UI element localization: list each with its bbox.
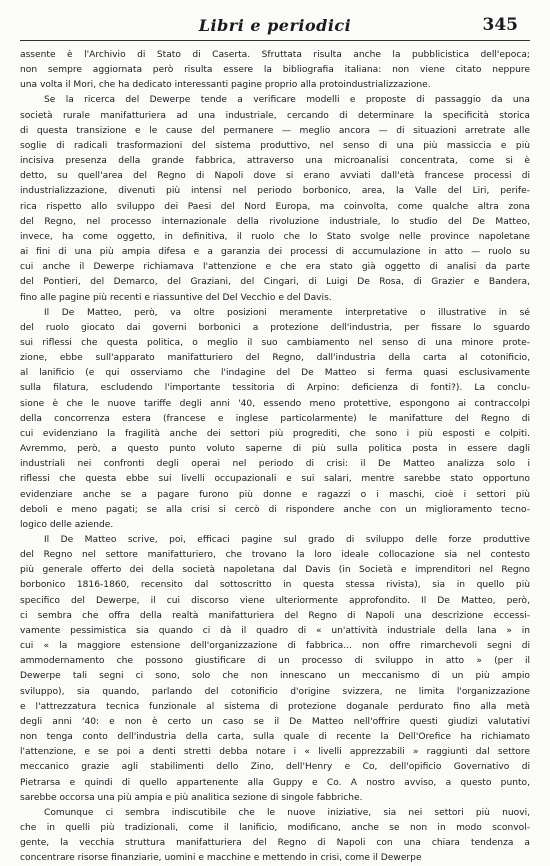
text-line: specifico del Dewerpe, il cui discorso viene ulteriormente approfondito. Il De Matteo, però, bbox=[20, 595, 530, 606]
paragraph bbox=[20, 533, 530, 806]
text-line: gente, la vecchia struttura manifatturiera del Regno di Napoli con una chiara tendenza a bbox=[20, 838, 530, 849]
text-line: concentrare risorse finanziarie, uomini e macchine e mettendo in crisi, come il Dewerpe bbox=[20, 853, 422, 864]
text-line: detto, su quell'area del Regno di Napoli dove si erano avviati dall'età francese processi di bbox=[20, 171, 530, 182]
text-line: società rurale manifatturiera ad una industriale, cercando di determinare la specificità storica bbox=[20, 110, 530, 121]
text-line: invece, ha come oggetto, in definitiva, il ruolo che lo Stato svolge nelle province napoletane bbox=[20, 231, 530, 242]
text-line: Dewerpe tali segni ci sono, solo che non innescano un meccanismo di un più ampio bbox=[20, 671, 530, 682]
text-line: meccanico grazie agli stabilimenti dello Zino, dell'Henry e Co, dell'opificio Governativo di bbox=[20, 762, 530, 773]
text-line: non tenga conto dell'industria della carta, sulla quale di recente la Dell'Orefice ha richiamato bbox=[20, 732, 530, 743]
text-line: industrializzazione, divenuti più intensi nel periodo borbonico, area, la Valle del Liri, perife- bbox=[20, 186, 530, 197]
text-line: della concorrenza estera (francese e inglese particolarmente) le manifatture del Regno di bbox=[20, 413, 530, 424]
text-line: Se la ricerca del Dewerpe tende a verificare modelli e proposte di passaggio da una bbox=[44, 95, 530, 106]
text-line: l'attenzione, e se poi a denti stretti debba notare i « livelli apprezzabili » raggiunti dal settore bbox=[20, 747, 530, 758]
text-line: deboli e meno pagati; se alla crisi si cercò di rispondere anche con un miglioramento tecno- bbox=[20, 504, 530, 515]
text-line: del Regno, nel processo internazionale della rivoluzione industriale, lo studio del De Matteo, bbox=[20, 216, 530, 227]
text-line: Pietrarsa e quindi di quello appartenente alla Guppy e Co. A nostro avviso, a questo punto, bbox=[20, 777, 530, 788]
page-header bbox=[20, 10, 530, 40]
text-line: sione è che le nuove tariffe degli anni '40, essendo meno protettive, espongono ai contraccolpi bbox=[20, 398, 530, 409]
text-line: più generale offerto dei della società napoletana dal Davis (in Società e imprenditori nel Regno bbox=[20, 565, 530, 576]
text-line: borbonico 1816-1860, recensito dal sottoscritto in questa stessa rivista), sia in quello più bbox=[20, 580, 530, 591]
text-line: al lanificio (e qui osserviamo che l'indagine del De Matteo si ferma quasi esclusivamente bbox=[20, 368, 530, 379]
text-line: del Regno nel settore manifatturiero, che trovano la loro ideale collocazione sia nel contesto bbox=[20, 550, 530, 561]
text-line: sulla filatura, escludendo l'importante tessitoria di Arpino: deficienza di fonti?). La conclu- bbox=[20, 383, 530, 394]
page-number: 345 bbox=[482, 15, 518, 35]
header-rule bbox=[20, 40, 530, 41]
text-line: rica rispetto allo sviluppo dei Paesi del Nord Europa, ma coinvolta, come qualche altra zona bbox=[20, 201, 530, 212]
text-line: e l'attrezzatura tecnica funzionale al sistema di protezione doganale perdurato fino alla metà bbox=[20, 701, 530, 712]
text-line: cui evidenziano la fragilità anche dei settori più progrediti, che sono i più esposti e colpiti. bbox=[20, 428, 530, 439]
text-line: Il De Matteo, però, va oltre posizioni meramente interpretative o illustrative in sé bbox=[44, 307, 530, 318]
text-line: Il De Matteo scrive, poi, efficaci pagine sul grado di sviluppo delle forze produttive bbox=[44, 535, 530, 545]
article-body bbox=[20, 48, 530, 866]
paragraph bbox=[20, 806, 530, 866]
text-line: industriali nei confronti degli operai nel periodo di crisi: il De Matteo analizza solo i bbox=[20, 459, 530, 470]
text-line: zione, ebbe sull'apparato manifatturiero del Regno, dall'industria della carta al cotonificio, bbox=[20, 353, 530, 364]
paragraph bbox=[20, 306, 530, 533]
text-line: riflessi che questa ebbe sui livelli occupazionali e sui salari, mentre sarebbe stato opportuno bbox=[20, 474, 530, 485]
text-line: che in quelli più tradizionali, come il lanificio, modificano, anche se non in modo sconvol- bbox=[20, 822, 530, 833]
text-line: assente è l'Archivio di Stato di Caserta. Sfruttata risulta anche la pubblicistica dell'epoca; bbox=[20, 50, 530, 60]
text-line: ci sembra che offra della realtà manifatturiera del Regno di Napoli una descrizione eccessi- bbox=[20, 610, 530, 621]
paragraph bbox=[20, 93, 530, 305]
text-line: degli anni '40: e non è certo un caso se il De Matteo nell'offrire questi giudizi valutativi bbox=[20, 716, 530, 727]
text-line: sui riflessi che questa politica, o meglio il suo cambiamento nel senso di una minore prote- bbox=[20, 337, 530, 348]
text-line: soglie di radicali trasformazioni del sistema produttivo, nel senso di una più massiccia e più bbox=[20, 140, 530, 151]
text-line: incisiva presenza della grande fabbrica, attraverso una microanalisi concentrata, come si è bbox=[20, 156, 530, 167]
running-title: Libri e periodici bbox=[198, 16, 352, 35]
text-line: vamente pessimistica sia quando ci dà il quadro di « un'attività industriale della lana » in bbox=[20, 625, 530, 636]
text-line: sarebbe occorsa una più ampia e più analitica sezione di singole fabbriche. bbox=[20, 792, 363, 803]
text-line: di questa transizione e le cause del permanere — meglio ancora — di situazioni arretrate alle bbox=[20, 125, 530, 136]
text-line: fino alle pagine più recenti e riassuntive del Del Vecchio e del Davis. bbox=[20, 292, 332, 303]
text-line: ammodernamento che possono giustificare di un processo di sviluppo in atto » (per il bbox=[20, 656, 530, 667]
text-line: logico delle aziende. bbox=[20, 519, 114, 530]
text-line: non sempre aggiornata però risulta essere la bibliografia italiana: non viene citato neppure bbox=[20, 65, 530, 76]
text-line: una volta il Mori, che ha dedicato interessanti pagine proprio alla protoindustrializzazione. bbox=[20, 80, 431, 91]
text-line: del ruolo giocato dai governi borbonici a protezione dell'industria, per fissare lo sguardo bbox=[20, 322, 530, 333]
text-line: evidenziare anche se a pagare furono più donne e ragazzi o i maschi, cioè i settori più bbox=[20, 489, 530, 500]
paragraph bbox=[20, 48, 530, 93]
text-line: Avremmo, però, a questo punto voluto saperne di più sulla politica posta in essere dagli bbox=[20, 444, 530, 455]
text-line: cui « la maggiore estensione dell'organizzazione di fabbrica... non offre rimarchevoli segni di bbox=[20, 641, 530, 652]
text-line: ai fini di una più ampia difesa e a garanzia dei processi di accumulazione in atto — ruolo su bbox=[20, 247, 530, 258]
text-line: cui anche il Dewerpe richiamava l'attenzione e che era stato già oggetto di analisi da parte bbox=[20, 262, 530, 273]
text-line: del Pontieri, del Demarco, del Graziani, del Cingari, di Luigi De Rosa, di Grazier e Bandera, bbox=[20, 277, 530, 288]
text-line: Comunque ci sembra indiscutibile che le nuove iniziative, sia nei settori più nuovi, bbox=[44, 807, 530, 818]
text-line: sviluppo), sia quando, parlando del cotonificio d'origine svizzera, ne limita l'organizzazione bbox=[20, 686, 530, 697]
